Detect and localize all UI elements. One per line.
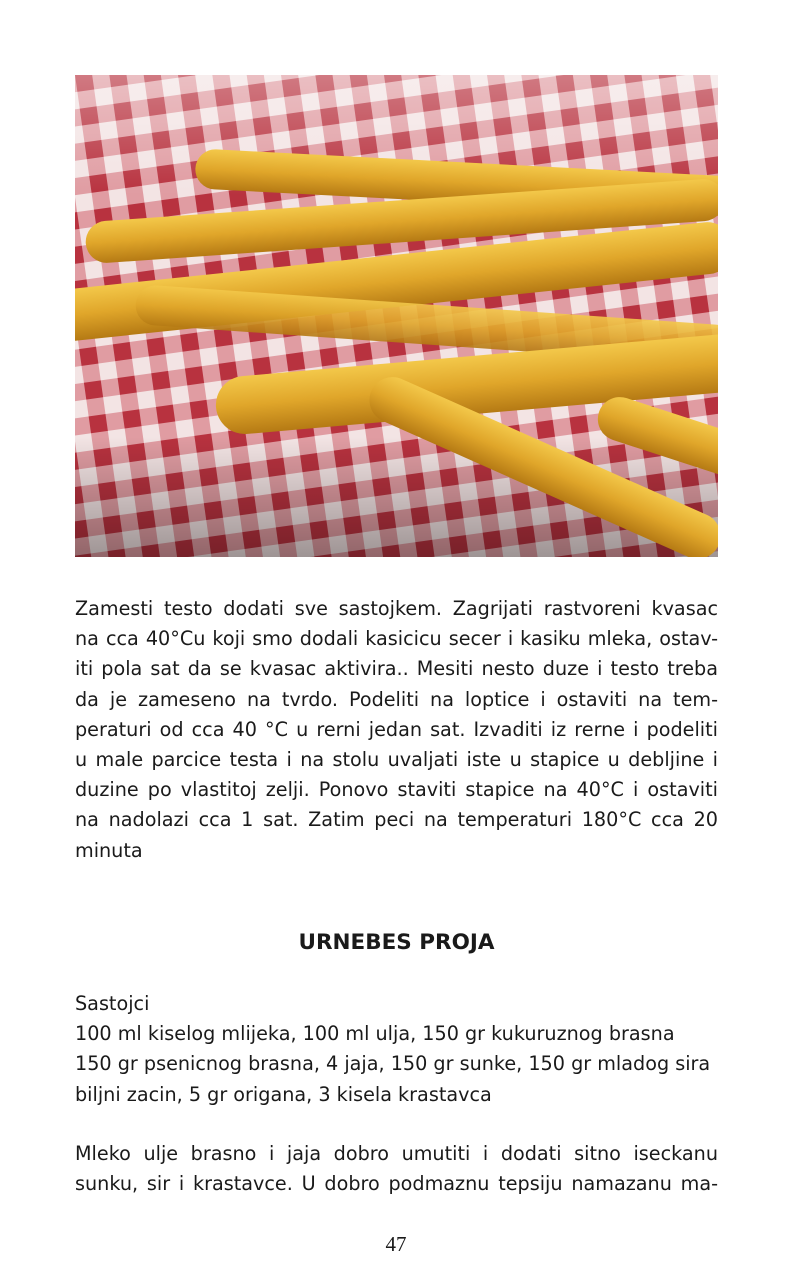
- ingredient-line: biljni zacin, 5 gr origana, 3 kisela krastavca: [75, 1082, 492, 1106]
- text-line: na nadolazi cca 1 sat. Zatim peci na temperaturi 180°C cca 20: [75, 808, 718, 832]
- ingredients-label: Sastojci: [75, 992, 150, 1015]
- text-line: Zamesti testo dodati sve sastojkem. Zagrijati rastvoreni kvasac: [75, 597, 718, 620]
- text-line: da je zameseno na tvrdo. Podeliti na loptice i ostaviti na tem-: [75, 687, 718, 711]
- text-line: iti pola sat da se kvasac aktivira.. Mesiti nesto duze i testo treba: [75, 657, 718, 681]
- recipe-title: URNEBES PROJA: [298, 930, 495, 955]
- ingredients-block: [75, 989, 718, 1110]
- text-line: peraturi od cca 40 °C u rerni jedan sat. Izvaditi iz rerne i podeliti: [75, 717, 718, 741]
- ingredient-line: 100 ml kiselog mlijeka, 100 ml ulja, 150 gr kukuruznog brasna: [75, 1022, 675, 1046]
- text-line: duzine po vlastitoj zelji. Ponovo staviti stapice na 40°C i ostaviti: [75, 778, 718, 802]
- text-line: Mleko ulje brasno i jaja dobro umutiti i dodati sitno iseckanu: [75, 1142, 718, 1165]
- text-line: na cca 40°Cu koji smo dodali kasicicu secer i kasiku mleka, ostav-: [75, 627, 718, 651]
- preparation-paragraph: [75, 1139, 718, 1199]
- breadsticks-photo: [75, 75, 718, 557]
- ingredient-line: 150 gr psenicnog brasna, 4 jaja, 150 gr sunke, 150 gr mladog sira: [75, 1052, 711, 1076]
- page-number: 47: [385, 1232, 407, 1256]
- text-line: u male parcice testa i na stolu uvaljati iste u stapice u debljine i: [75, 748, 718, 772]
- instructions-paragraph: [75, 594, 718, 866]
- text-line: minuta: [75, 838, 143, 862]
- text-line: sunku, sir i krastavce. U dobro podmaznu tepsiju namazanu ma-: [75, 1172, 718, 1196]
